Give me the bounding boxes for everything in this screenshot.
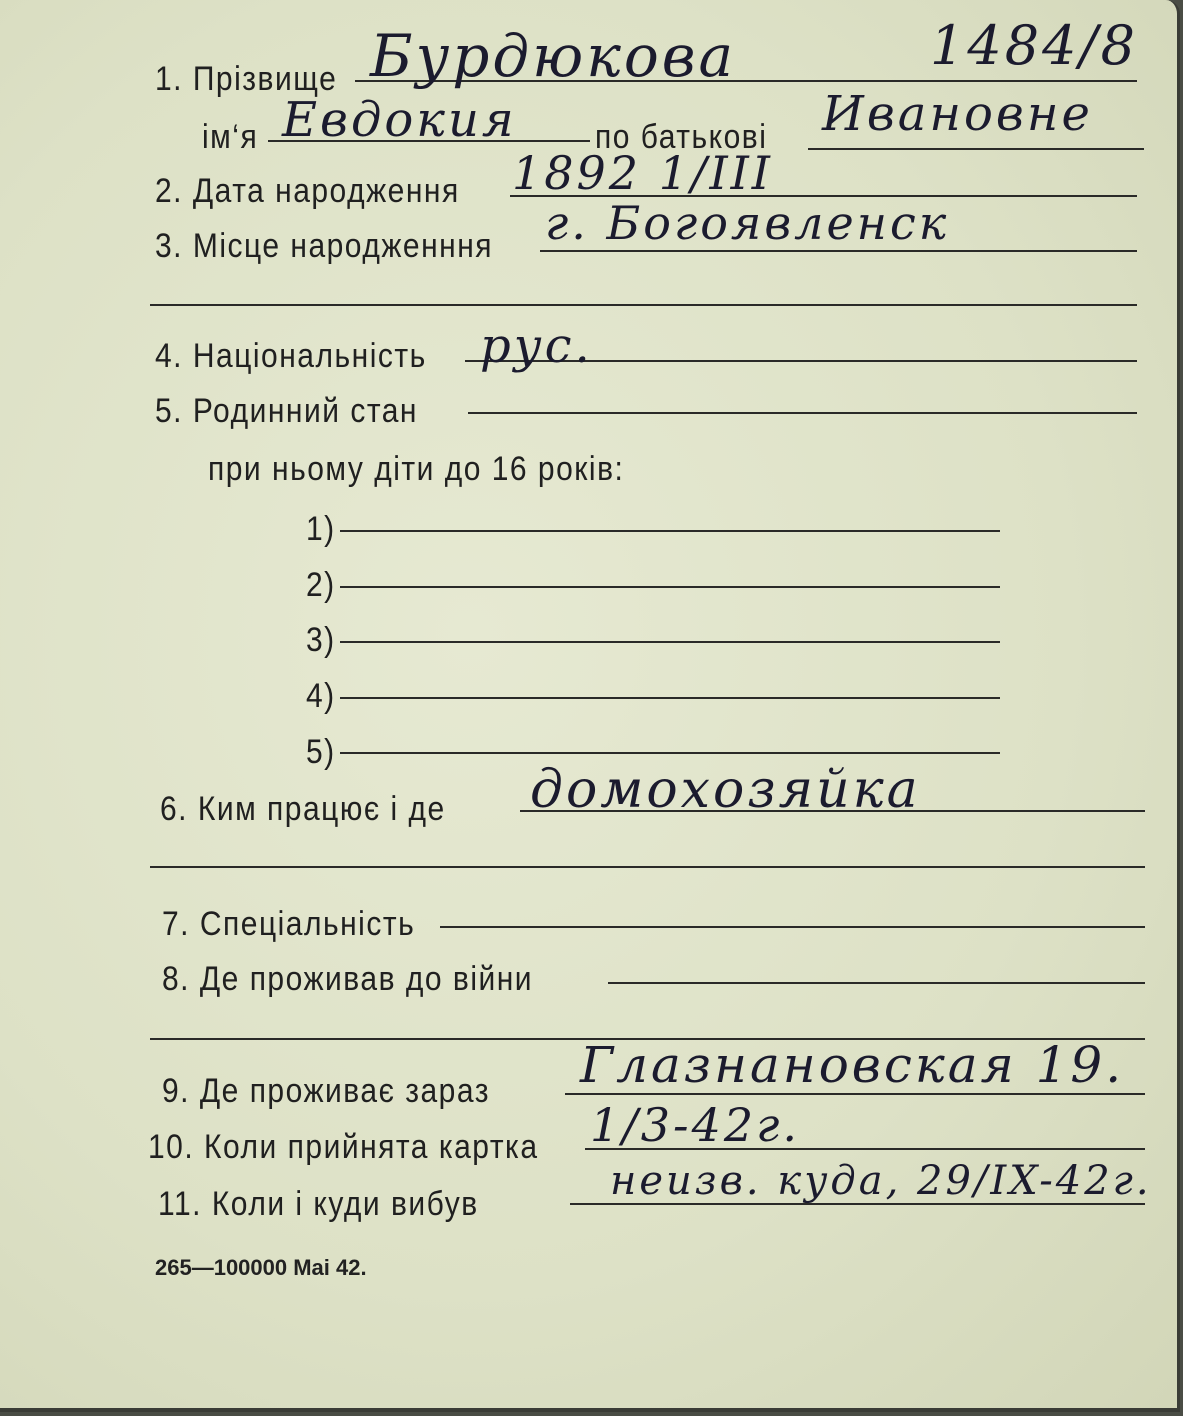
- nationality-label: 4. Національність: [155, 337, 427, 375]
- birth-date-value: 1892 1/III: [512, 146, 773, 200]
- child-2-line: [340, 586, 1000, 588]
- patronymic-value: Ивановне: [822, 86, 1093, 142]
- current-residence-value: Глазнановская 19.: [580, 1036, 1125, 1094]
- birth-place-value: г. Богоявленск: [545, 196, 950, 250]
- child-3-line: [340, 641, 1000, 643]
- print-run-footer: 265—100000 Mai 42.: [155, 1255, 367, 1280]
- child-4-line: [340, 697, 1000, 699]
- child-5-line: [340, 752, 1000, 754]
- speciality-line: [440, 926, 1145, 928]
- child-5-label: 5): [306, 733, 336, 771]
- family-status-label: 5. Родинний стан: [155, 392, 418, 430]
- departure-label: 11. Коли і куди вибув: [158, 1185, 479, 1223]
- child-3-label: 3): [306, 621, 336, 659]
- nationality-value: рус.: [480, 318, 593, 374]
- family-status-line: [468, 412, 1137, 414]
- birth-date-label: 2. Дата народження: [155, 172, 460, 210]
- surname-value: Бурдюкова: [370, 22, 737, 90]
- occupation-line-2: [150, 866, 1145, 868]
- patronymic-label: по батькові: [595, 118, 768, 156]
- child-4-label: 4): [306, 677, 336, 715]
- birth-place-line-2: [150, 304, 1137, 306]
- child-1-label: 1): [306, 510, 336, 548]
- name-label: ім‘я: [202, 118, 259, 156]
- surname-label: 1. Прізвище: [155, 60, 338, 98]
- birth-place-label: 3. Місце народженння: [155, 227, 494, 265]
- departure-value: неизв. куда, 29/IX-42г.: [610, 1158, 1152, 1204]
- occupation-label: 6. Ким працює і де: [160, 790, 446, 828]
- name-value: Евдокия: [282, 92, 517, 148]
- child-1-line: [340, 530, 1000, 532]
- archive-number: 1484/8: [930, 14, 1138, 77]
- speciality-label: 7. Спеціальність: [162, 905, 416, 943]
- card-accepted-value: 1/3-42г.: [590, 1098, 800, 1152]
- current-residence-label: 9. Де проживає зараз: [162, 1072, 490, 1110]
- child-2-label: 2): [306, 566, 336, 604]
- card-accepted-label: 10. Коли прийнята картка: [148, 1128, 539, 1166]
- prewar-residence-label: 8. Де проживав до війни: [162, 960, 534, 998]
- children-label: при ньому діти до 16 років:: [208, 450, 625, 488]
- occupation-value: домохозяйка: [530, 760, 921, 820]
- birth-place-line: [540, 250, 1137, 252]
- prewar-residence-line: [608, 982, 1145, 984]
- patronymic-line: [808, 148, 1144, 150]
